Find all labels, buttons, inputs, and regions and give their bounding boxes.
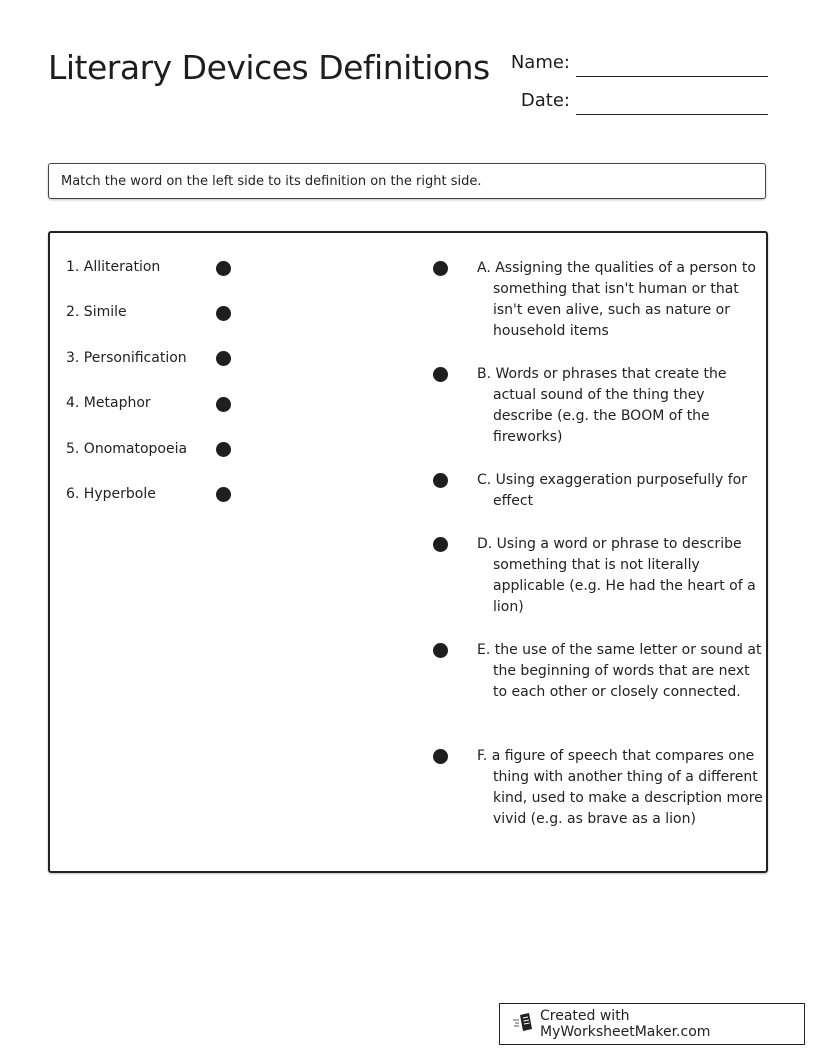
- definition-connector-dot-c[interactable]: [433, 473, 448, 488]
- definition-connector-dot-d[interactable]: [433, 537, 448, 552]
- definition-connector-dot-a[interactable]: [433, 261, 448, 276]
- instructions-box: Match the word on the left side to its definition on the right side.: [48, 163, 766, 199]
- term-metaphor: 4. Metaphor: [66, 395, 151, 411]
- definition-a: A. Assigning the qualities of a person to something that isn't human or that isn't even alive, such as nature or household items: [477, 260, 756, 339]
- name-field-line[interactable]: [576, 76, 768, 77]
- name-label: Name:: [510, 52, 570, 73]
- term-connector-dot-4[interactable]: [216, 397, 231, 412]
- worksheet-maker-logo-icon: [512, 1012, 540, 1036]
- definition-connector-dot-e[interactable]: [433, 643, 448, 658]
- date-label: Date:: [520, 90, 570, 111]
- term-connector-dot-3[interactable]: [216, 351, 231, 366]
- term-connector-dot-5[interactable]: [216, 442, 231, 457]
- page-title: Literary Devices Definitions: [48, 48, 490, 87]
- definition-b: B. Words or phrases that create the actual sound of the thing they describe (e.g. the BOOM of the fireworks): [477, 366, 727, 445]
- term-connector-dot-2[interactable]: [216, 306, 231, 321]
- term-hyperbole: 6. Hyperbole: [66, 486, 156, 502]
- term-connector-dot-6[interactable]: [216, 487, 231, 502]
- definition-c: C. Using exaggeration purposefully for effect: [477, 472, 747, 509]
- term-simile: 2. Simile: [66, 304, 127, 320]
- term-personification: 3. Personification: [66, 350, 187, 366]
- term-alliteration: 1. Alliteration: [66, 259, 161, 275]
- definition-connector-dot-b[interactable]: [433, 367, 448, 382]
- date-field-line[interactable]: [576, 114, 768, 115]
- definition-connector-dot-f[interactable]: [433, 749, 448, 764]
- term-onomatopoeia: 5. Onomatopoeia: [66, 441, 188, 457]
- definition-d: D. Using a word or phrase to describe something that is not literally applicable (e.g. He had the heart of a lion): [477, 536, 756, 615]
- footer-credit[interactable]: [499, 1003, 805, 1045]
- definition-f: F. a figure of speech that compares one thing with another thing of a different kind, used to make a description more vivid (e.g. as brave as a lion): [477, 748, 763, 827]
- term-connector-dot-1[interactable]: [216, 261, 231, 276]
- footer-credit-text: Created with MyWorksheetMaker.com: [540, 1008, 711, 1040]
- definition-e: E. the use of the same letter or sound at the beginning of words that are next to each other or closely connected.: [477, 642, 762, 700]
